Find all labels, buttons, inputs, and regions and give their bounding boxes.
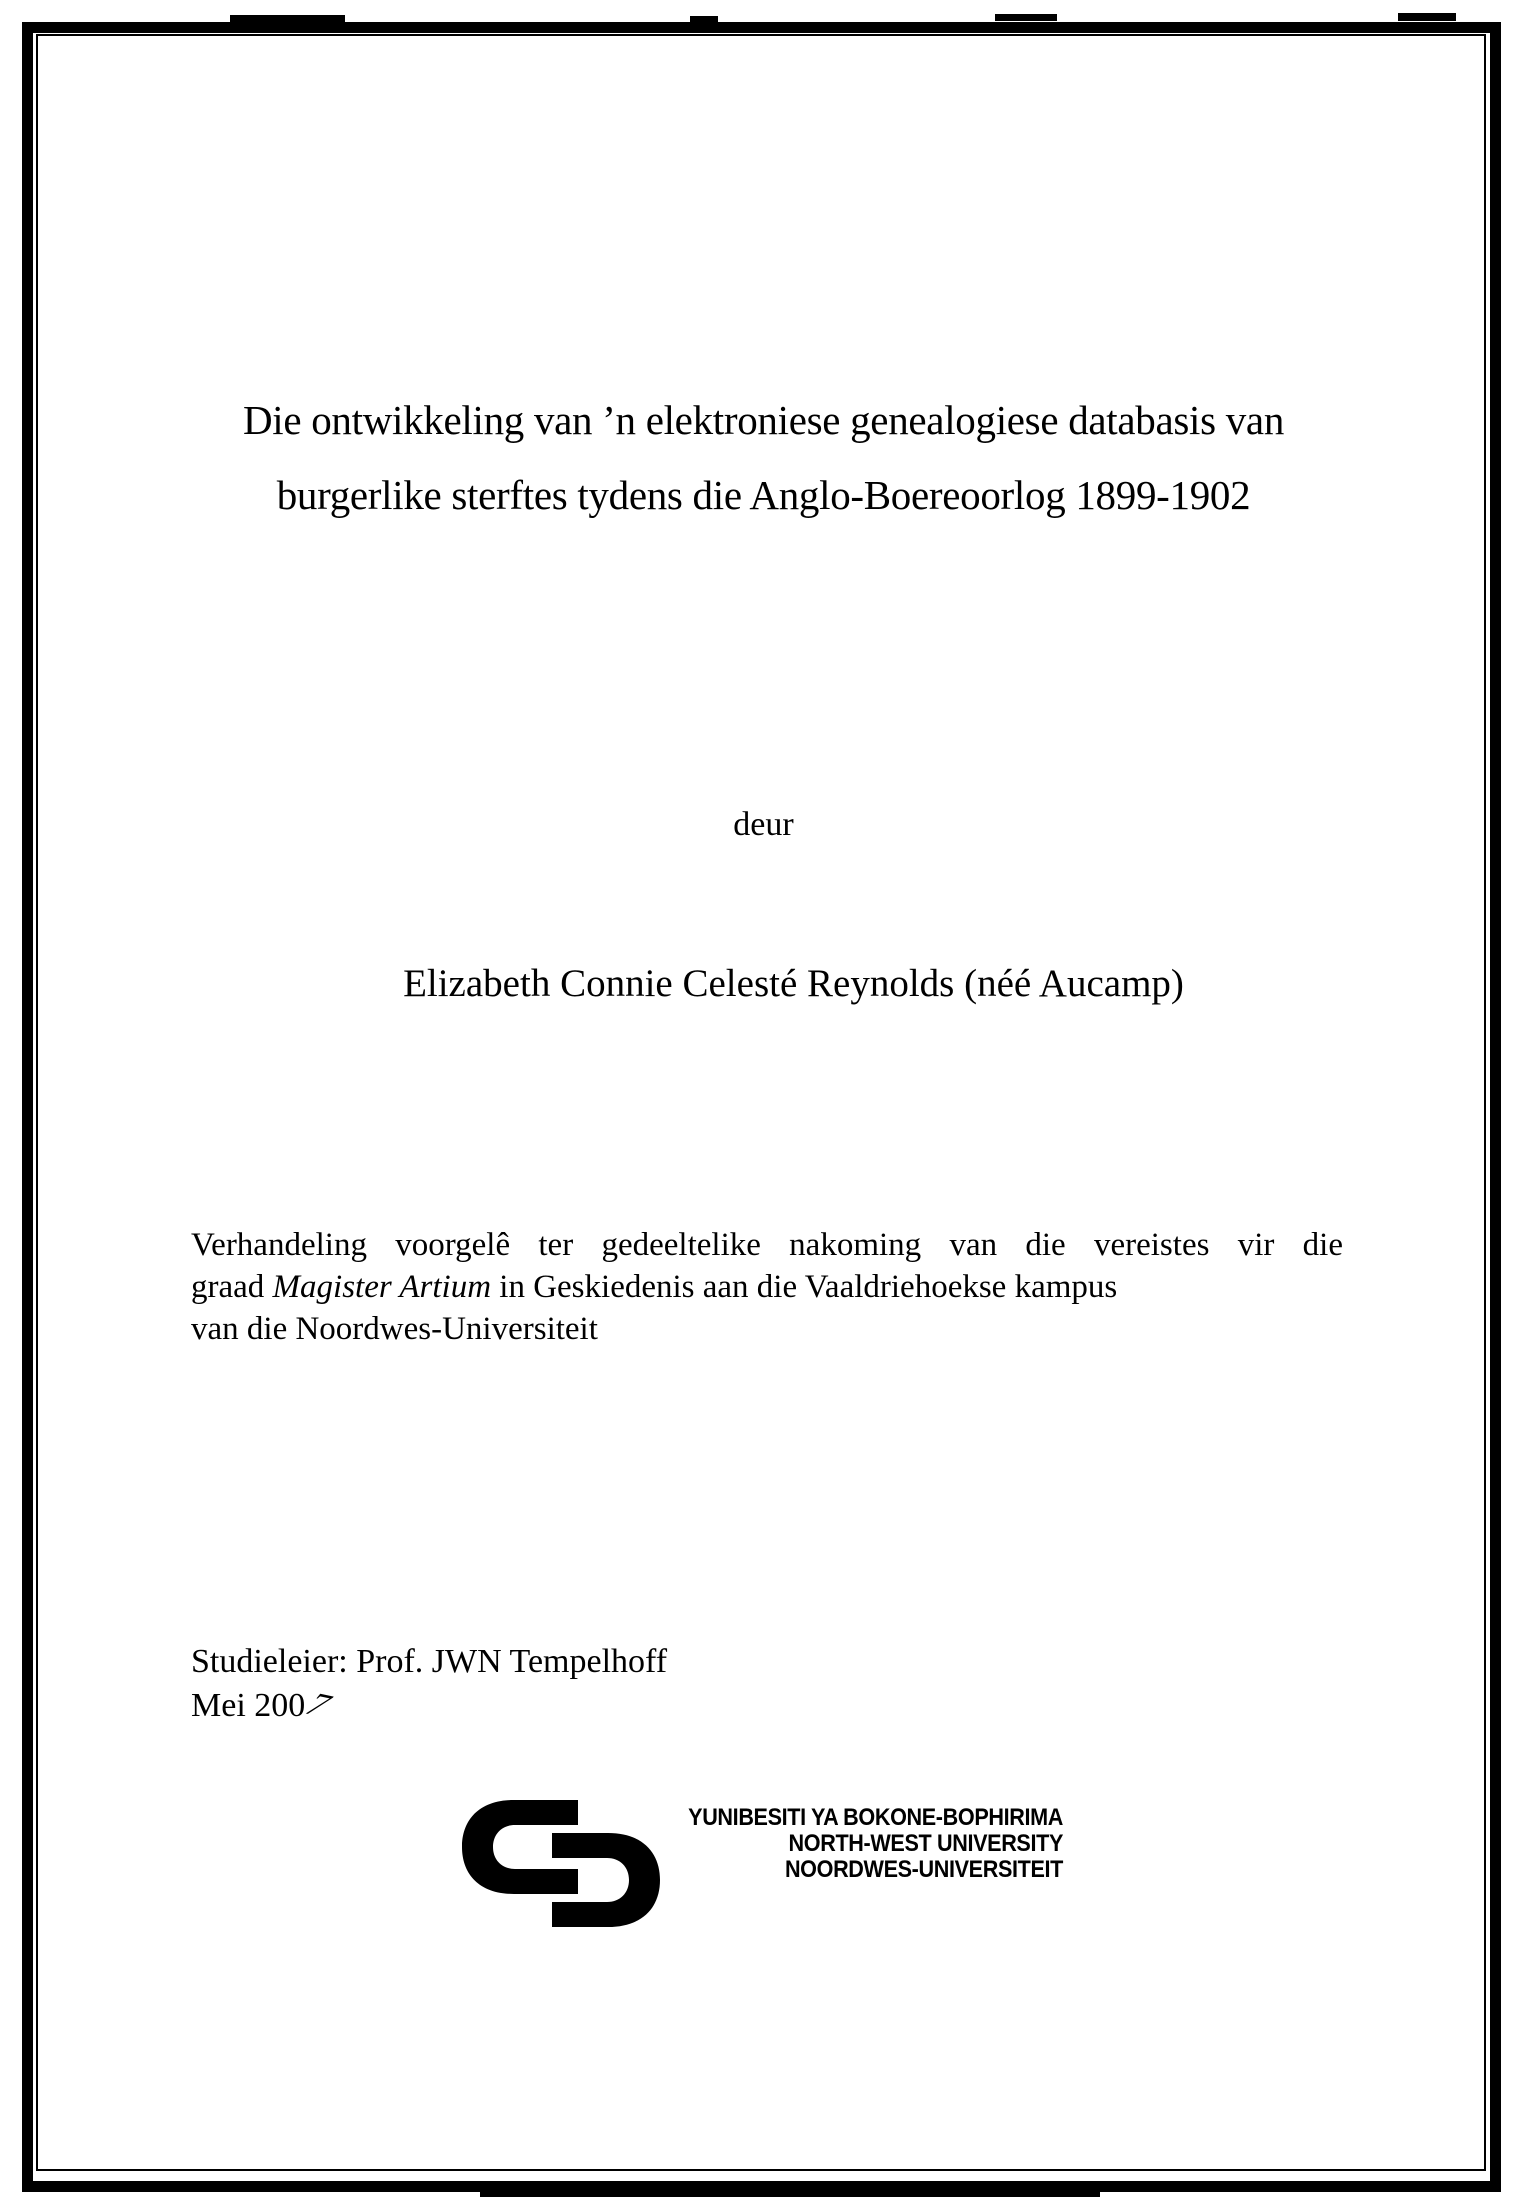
university-name-english: NORTH-WEST UNIVERSITY: [788, 1830, 1063, 1857]
degree-statement-line3: van die Noordwes-Universiteit: [191, 1311, 598, 1347]
date-line: [191, 1684, 667, 1728]
thesis-title-line1: Die ontwikkeling van ’n elektroniese genealogiese databasis van: [242, 397, 1285, 443]
date-prefix: Mei 200: [191, 1687, 306, 1724]
scan-artifact: [230, 15, 345, 23]
scan-artifact: [480, 2184, 1100, 2197]
thesis-title-line2: burgerlike sterftes tydens die Anglo-Boereoorlog 1899-1902: [276, 472, 1251, 518]
degree-statement-line2: [191, 1266, 1343, 1308]
scan-artifact: [1398, 13, 1456, 21]
degree-statement-line2-pre: graad: [191, 1269, 273, 1305]
university-name-setswana: YUNIBESITI YA BOKONE-BOPHIRIMA: [688, 1804, 1063, 1831]
supervisor-block: [191, 1640, 667, 1728]
degree-statement-line1: Verhandeling voorgelê ter gedeeltelike nakoming van die vereistes vir die: [191, 1227, 1343, 1263]
university-name-block: [631, 1805, 1063, 1883]
date-handwritten-seven: 7: [296, 1687, 340, 1724]
university-name-afrikaans: NOORDWES-UNIVERSITEIT: [784, 1856, 1063, 1883]
degree-statement: [191, 1224, 1343, 1350]
scan-artifact: [690, 16, 718, 23]
scan-artifact: [995, 14, 1057, 21]
degree-name-italic: Magister Artium: [272, 1269, 492, 1305]
byline-deur: deur: [733, 806, 794, 843]
author-name: Elizabeth Connie Celesté Reynolds (néé Aucamp): [403, 962, 1184, 1005]
degree-statement-line2-post: in Geskiedenis aan die Vaaldriehoekse kampus: [491, 1269, 1118, 1305]
supervisor-line: Studieleier: Prof. JWN Tempelhoff: [191, 1643, 668, 1680]
